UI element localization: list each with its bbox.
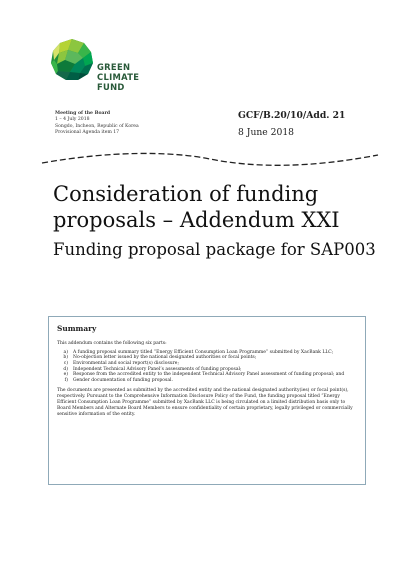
- summary-box: [48, 316, 366, 485]
- parts-list: [57, 350, 357, 384]
- list-item-text: No-objection letter issued by the national designated authorities or focal points;: [73, 355, 257, 361]
- meeting-info: [55, 111, 139, 137]
- document-date: 8 June 2018: [238, 127, 295, 138]
- gcf-logo: [50, 38, 200, 100]
- list-item-letter: a): [63, 349, 68, 355]
- list-item-text: Response from the accredited entity to the independent Technical Advisory Panel assessment of funding proposal; and: [73, 372, 345, 378]
- summary-closing: The documents are presented as submitted by the accredited entity and the national designated authority(ies) or focal point(s), respectively. Pursuant to the Comprehensive Information Disclosure Policy of the Fund, the funding proposal titled “Energy Efficient Consumption Loan Programme” submitted by XacBank LLC is being circulated on a limited distribution basis only to Board Members and Alternate Board Members to ensure confidentiality of certain proprietary, legally privileged or commercially sensitive information of the entity.: [57, 387, 353, 418]
- document-info: [238, 110, 345, 138]
- list-item-letter: f): [64, 378, 68, 384]
- summary-intro: This addendum contains the following six parts:: [57, 341, 167, 346]
- list-item-text: Environmental and social report(s) disclosure;: [73, 361, 179, 366]
- logo-line-climate: CLIMATE: [97, 72, 140, 82]
- wave-divider: [40, 147, 380, 171]
- meeting-dates: 1 – 4 July 2018: [55, 117, 90, 123]
- document-symbol: GCF/B.20/10/Add. 21: [238, 110, 346, 121]
- list-item-text: Gender documentation of funding proposal.: [73, 378, 173, 384]
- list-item-letter: b): [63, 355, 68, 361]
- page-title: Consideration of funding proposals – Addendum XXI: [53, 182, 340, 232]
- list-item-letter: e): [63, 372, 68, 378]
- list-item-text: Independent Technical Advisory Panel’s assessments of funding proposal;: [73, 366, 242, 372]
- logo-wordmark: [97, 62, 139, 92]
- meeting-agenda: Provisional Agenda item 17: [55, 130, 120, 136]
- summary-heading: Summary: [57, 324, 97, 333]
- list-item-letter: d): [63, 366, 68, 372]
- list-item-letter: c): [63, 361, 68, 366]
- meeting-title: Meeting of the Board: [55, 111, 111, 116]
- list-item: [57, 378, 357, 384]
- meeting-location: Songdo, Incheon, Republic of Korea: [55, 123, 139, 129]
- list-item-text: A funding proposal summary titled “Energy Efficient Consumption Loan Programme” submitted by XacBank LLC;: [73, 349, 334, 355]
- logo-line-fund: FUND: [97, 82, 125, 92]
- page-subtitle: Funding proposal package for SAP003: [53, 240, 376, 259]
- globe-icon: [50, 38, 94, 82]
- logo-line-green: GREEN: [97, 62, 131, 72]
